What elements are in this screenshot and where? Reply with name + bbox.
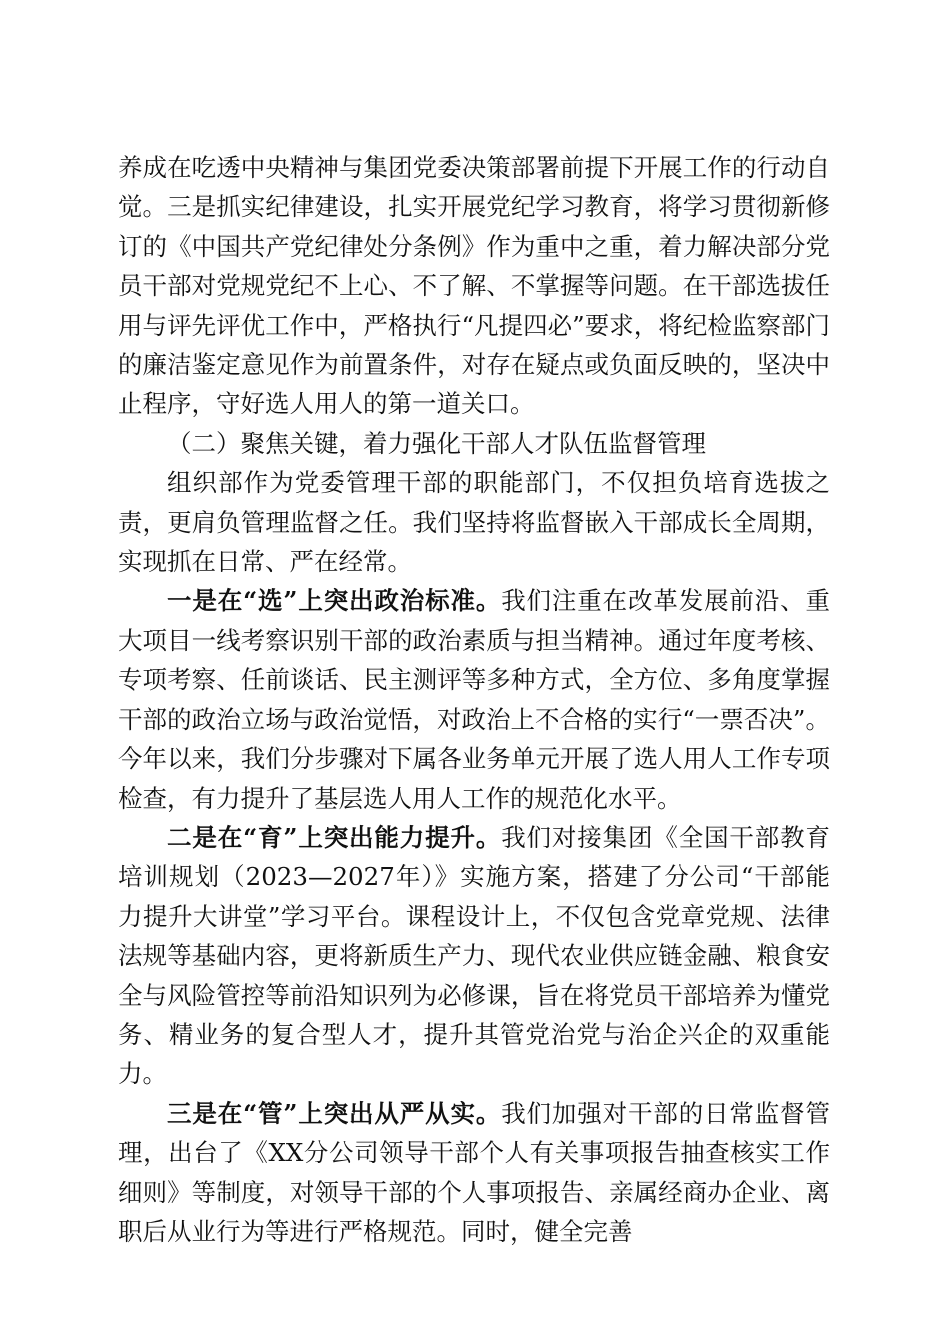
section-heading: [118, 424, 830, 463]
intro-paragraph: [118, 463, 830, 581]
paragraph-text: 养成在吃透中央精神与集团党委决策部署前提下开展工作的行动自觉。三是抓实纪律建设，扎实开展党纪学习教育，将学习贯彻新修订的《中国共产党纪律处分条例》作为重中之重，着力解决部分党员干部对党规党纪不上心、不了解、不掌握等问题。在干部选拔任用与评先评优工作中，严格执行“凡提四必”要求，将纪检监察部门的廉洁鉴定意见作为前置条件，对存在疑点或负面反映的，坚决中止程序，守好选人用人的第一道关口。: [118, 153, 830, 419]
point-lead: 一是在“选”上突出政治标准。: [167, 586, 502, 616]
section-heading-text: （二）聚焦关键，着力强化干部人才队伍监督管理: [167, 428, 706, 458]
point-lead: 三是在“管”上突出从严从实。: [167, 1098, 502, 1128]
point-text: 我们注重在改革发展前沿、重大项目一线考察识别干部的政治素质与担当精神。通过年度考核、专项考察、任前谈话、民主测评等多种方式，全方位、多角度掌握干部的政治立场与政治觉悟，对政治上不合格的实行“一票否决”。今年以来，我们分步骤对下属各业务单元开展了选人用人工作专项检查，有力提升了基层选人用人工作的规范化水平。: [118, 586, 830, 813]
point-paragraph-cultivate: [118, 818, 830, 1094]
continuation-paragraph: [118, 148, 830, 424]
point-text: 我们加强对干部的日常监督管理，出台了《XX分公司领导干部个人有关事项报告抽查核实工作细则》等制度，对领导干部的个人事项报告、亲属经商办企业、离职后从业行为等进行严格规范。同时，健全完善: [118, 1098, 830, 1246]
intro-text: 组织部作为党委管理干部的职能部门，不仅担负培育选拔之责，更肩负管理监督之任。我们坚持将监督嵌入干部成长全周期，实现抓在日常、严在经常。: [118, 468, 830, 577]
point-text: 我们对接集团《全国干部教育培训规划（2023—2027年）》实施方案，搭建了分公司“干部能力提升大讲堂”学习平台。课程设计上，不仅包含党章党规、法律法规等基础内容，更将新质生产力、现代农业供应链金融、粮食安全与风险管控等前沿知识列为必修课，旨在将党员干部培养为懂党务、精业务的复合型人才，提升其管党治党与治企兴企的双重能力。: [118, 822, 830, 1089]
point-paragraph-select: [118, 581, 830, 817]
document-body: [118, 148, 830, 1251]
point-lead: 二是在“育”上突出能力提升。: [167, 822, 502, 852]
point-paragraph-manage: [118, 1094, 830, 1252]
